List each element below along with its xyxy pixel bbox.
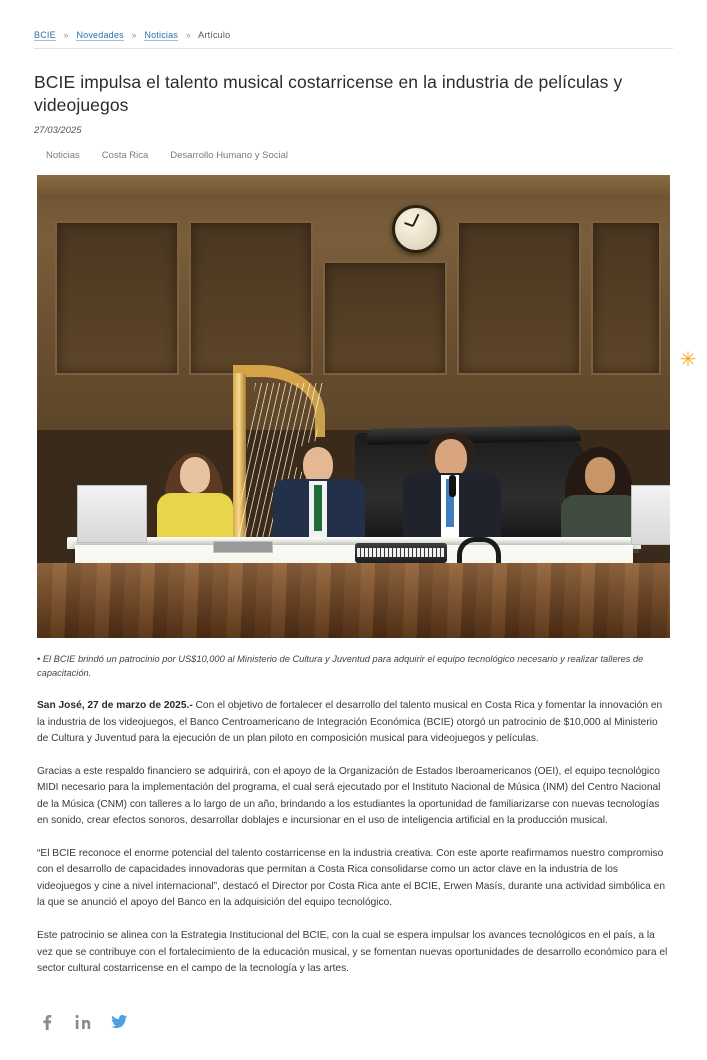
tag-desarrollo-humano-y-social[interactable]: Desarrollo Humano y Social bbox=[170, 149, 289, 161]
breadcrumb-separator: » bbox=[131, 30, 137, 40]
wall-panel bbox=[591, 221, 661, 375]
midi-keyboard-box-left bbox=[77, 485, 147, 543]
nameplate bbox=[213, 541, 273, 553]
floor-reflection bbox=[37, 563, 670, 638]
grand-piano-lid bbox=[367, 425, 581, 445]
article-body bbox=[37, 698, 670, 977]
wall-panel bbox=[457, 221, 581, 375]
breadcrumb bbox=[34, 0, 673, 49]
paragraph-text: Con el objetivo de fortalecer el desarrollo del talento musical en Costa Rica y fomentar la innovación en la industria de los videojuegos, el Banco Centroamericano de Integración Económica (BCIE) otorgó un patrocinio de $10,000 al Ministerio de Cultura y Juventud para la ejecución de un plan piloto en composición musical para videojuegos y películas. bbox=[37, 700, 663, 745]
hero-image-wrapper bbox=[37, 175, 697, 638]
wall-panel bbox=[323, 261, 447, 375]
midi-controller-keys bbox=[357, 548, 445, 557]
breadcrumb-separator: » bbox=[63, 30, 69, 40]
breadcrumb-item-novedades[interactable]: Novedades bbox=[76, 30, 124, 40]
paragraph: Gracias a este respaldo financiero se adquirirá, con el apoyo de la Organización de Estados Iberoamericanos (OEI), el equipo tecnológico MIDI necesario para la implementación del programa, el cual será ejecutado por el Instituto Nacional de Música (INM) del Centro Nacional de la Música (CNM) con talleres a lo largo de un año, brindando a los estudiantes la oportunidad de familiarizarse con nuevas tecnologías en sonido, crear efectos sonoros, desarrollar doblajes e incursionar en el uso de inteligencia artificial en la producción musical. bbox=[37, 765, 661, 827]
hero-image bbox=[37, 175, 670, 638]
wall-molding bbox=[37, 175, 670, 199]
wall-panel bbox=[55, 221, 179, 375]
breadcrumb-item-noticias[interactable]: Noticias bbox=[144, 30, 179, 40]
wall-clock-icon bbox=[392, 205, 440, 253]
page-title: BCIE impulsa el talento musical costarricense en la industria de películas y videojuegos bbox=[34, 72, 623, 115]
breadcrumb-separator: » bbox=[185, 30, 191, 40]
twitter-icon[interactable] bbox=[109, 1012, 129, 1032]
social-share-bar bbox=[37, 1012, 670, 1032]
facebook-icon[interactable] bbox=[37, 1012, 57, 1032]
lead-place: San José, 27 de marzo de 2025.- bbox=[37, 700, 193, 712]
breadcrumb-item-articulo: Artículo bbox=[198, 30, 231, 40]
breadcrumb-item-bcie[interactable]: BCIE bbox=[34, 30, 56, 40]
paragraph: Este patrocinio se alinea con la Estrategia Institucional del BCIE, con la cual se espera impulsar los avances tecnológicos en el país, a la vez que se contribuye con el fortalecimiento de la educación musical, y se fomentan nuevas oportunidades de desarrollo económico para el sector cultural costarricense en el campo de la tecnología y las artes. bbox=[37, 929, 668, 975]
tag-noticias[interactable]: Noticias bbox=[46, 149, 80, 161]
paragraph-lead bbox=[37, 698, 670, 748]
tag-costa-rica[interactable]: Costa Rica bbox=[101, 149, 149, 161]
midi-keyboard-box-right bbox=[631, 485, 670, 545]
tag-list bbox=[34, 150, 673, 161]
wall-panel bbox=[189, 221, 313, 375]
sparkle-icon: ✳ bbox=[679, 348, 697, 371]
publish-date: 27/03/2025 bbox=[34, 124, 82, 136]
paragraph: “El BCIE reconoce el enorme potencial del talento costarricense en la industria creativa. Con este aporte reafirmamos nuestro compromiso con el desarrollo de capacidades innovadoras que permitan a Costa Rica consolidarse como un actor clave en la industria de los videojuegos y cine a nivel internacional”, destacó el Director por Costa Rica ante el BCIE, Erwen Masís, durante una actividad simbólica en la que se anunció el apoyo del Banco en la adquisición del equipo tecnológico. bbox=[37, 847, 665, 909]
linkedin-icon[interactable] bbox=[73, 1012, 93, 1032]
image-caption: • El BCIE brindó un patrocinio por US$10,000 al Ministerio de Cultura y Juventud para adquirir el equipo tecnológico necesario y realizar talleres de capacitación. bbox=[37, 653, 644, 678]
